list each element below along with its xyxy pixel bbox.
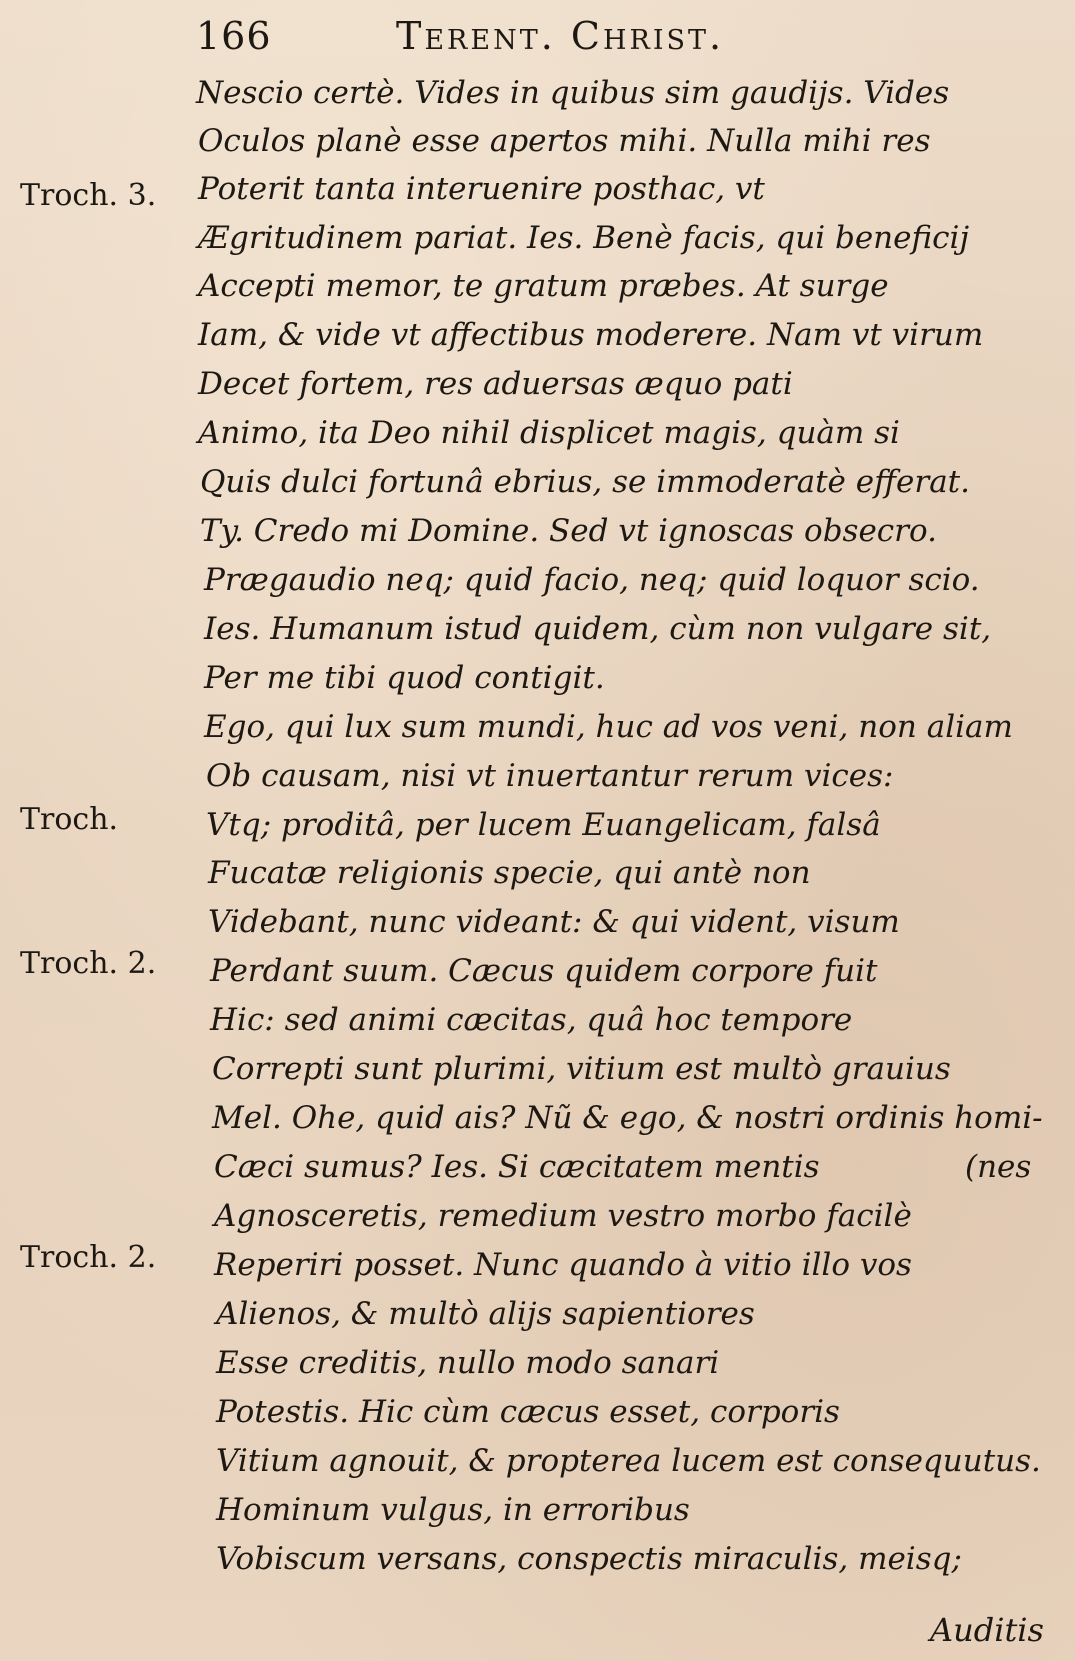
text-line: Mel. Ohe, quid ais? Nũ & ego, & nostri ordinis homi- — [212, 1100, 1043, 1136]
text-line: Ob causam, nisi vt inuertantur rerum vices: — [206, 758, 894, 794]
margin-note: Troch. — [20, 802, 119, 837]
catchword: Auditis — [930, 1611, 1044, 1649]
text-line: Potestis. Hic cùm cæcus esset, corporis — [216, 1394, 840, 1430]
margin-note: Troch. 2. — [20, 1240, 157, 1275]
text-line: Vobiscum versans, conspectis miraculis, meisq; — [216, 1541, 962, 1577]
text-line: Agnosceretis, remedium vestro morbo facilè — [214, 1198, 912, 1234]
turnover-text: (nes — [965, 1149, 1032, 1185]
text-line: Decet fortem, res aduersas æquo pati — [198, 366, 793, 402]
text-line: Iam, & vide vt affectibus moderere. Nam vt virum — [198, 317, 984, 353]
page-number: 166 — [196, 14, 272, 58]
text-line: Per me tibi quod contigit. — [204, 660, 605, 696]
text-line: Reperiri posset. Nunc quando à vitio illo vos — [214, 1247, 912, 1283]
text-line: Alienos, & multò alijs sapientiores — [216, 1296, 755, 1332]
text-line: Nescio certè. Vides in quibus sim gaudijs. Vides — [196, 75, 950, 111]
text-line: Prægaudio neq; quid facio, neq; quid loquor scio. — [204, 562, 980, 598]
text-line: Ægritudinem pariat. Ies. Benè facis, qui beneficij — [198, 220, 970, 256]
text-line: Perdant suum. Cæcus quidem corpore fuit — [210, 953, 878, 989]
text-line: Ies. Humanum istud quidem, cùm non vulgare sit, — [204, 611, 992, 647]
text-line: Quis dulci fortunâ ebrius, se immoderatè efferat. — [200, 464, 970, 500]
text-line: Hominum vulgus, in erroribus — [216, 1492, 690, 1528]
text-line: Ego, qui lux sum mundi, huc ad vos veni, non aliam — [204, 709, 1013, 745]
text-line: Videbant, nunc videant: & qui vident, visum — [208, 904, 900, 940]
text-line: Correpti sunt plurimi, vitium est multò grauius — [212, 1051, 951, 1087]
page-header — [196, 14, 836, 64]
text-line: Vtq; proditâ, per lucem Euangelicam, falsâ — [206, 807, 881, 843]
text-line: Vitium agnouit, & propterea lucem est consequutus. — [216, 1443, 1041, 1479]
running-title: Terent. Christ. — [396, 14, 725, 58]
margin-note: Troch. 2. — [20, 946, 157, 981]
text-line: Oculos planè esse apertos mihi. Nulla mihi res — [198, 123, 931, 159]
text-line: Ty. Credo mi Domine. Sed vt ignoscas obsecro. — [200, 513, 937, 549]
text-line: Animo, ita Deo nihil displicet magis, quàm si — [198, 415, 900, 451]
text-line: Poterit tanta interuenire posthac, vt — [198, 171, 765, 207]
text-line: Accepti memor, te gratum præbes. At surge — [198, 268, 889, 304]
text-line: Cæci sumus? Ies. Si cæcitatem mentis — [214, 1149, 820, 1185]
text-line: Hic: sed animi cæcitas, quâ hoc tempore — [210, 1002, 853, 1038]
text-line: Esse creditis, nullo modo sanari — [216, 1345, 720, 1381]
margin-note: Troch. 3. — [20, 178, 157, 213]
text-line: Fucatæ religionis specie, qui antè non — [208, 855, 811, 891]
